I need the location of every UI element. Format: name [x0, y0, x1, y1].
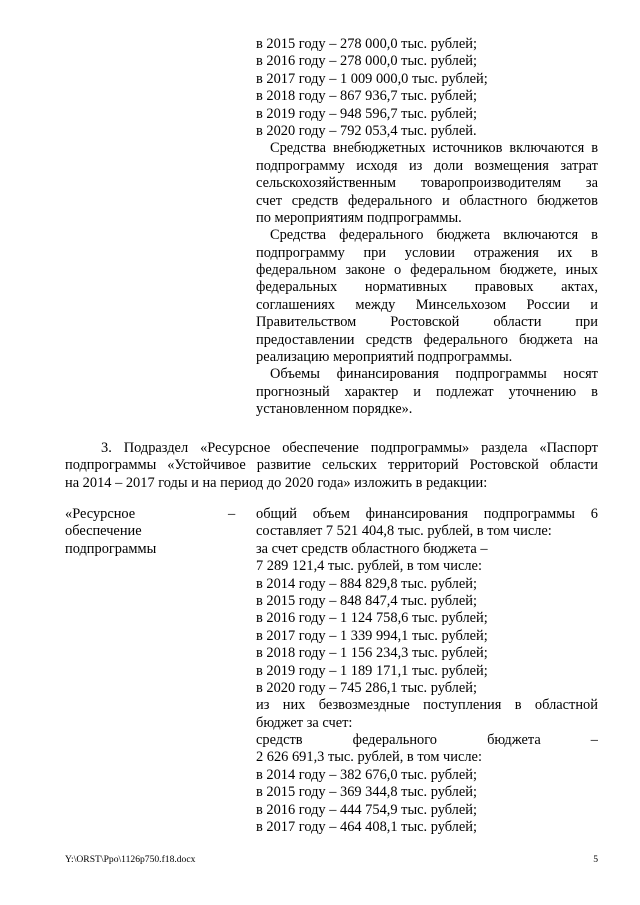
text-line: установленном порядке».: [256, 401, 413, 418]
text-line: [256, 175, 598, 192]
word: Ростовской: [390, 314, 460, 331]
word: нормативных: [364, 279, 448, 296]
word: подпрограммы»: [370, 440, 470, 456]
word: раздела: [481, 440, 528, 456]
word: подпрограммы: [455, 366, 547, 383]
text-line: в 2016 году – 278 000,0 тыс. рублей;: [256, 53, 477, 70]
word: поступления: [423, 697, 502, 714]
text-line: [256, 227, 598, 244]
word: федеральном: [410, 262, 491, 279]
passport-row-label: [65, 506, 225, 558]
text-line: [65, 440, 598, 457]
word: федеральных: [256, 279, 338, 296]
passport-resource-value: [256, 506, 598, 836]
word: включаются: [509, 140, 585, 157]
text-line: в 2014 году – 884 829,8 тыс. рублей;: [256, 575, 477, 592]
word: и: [441, 192, 450, 209]
text-line: [256, 506, 598, 523]
word: обеспечение: [282, 440, 359, 456]
text-line: в 2016 году – 444 754,9 тыс. рублей;: [256, 801, 477, 818]
word: законе: [345, 262, 386, 279]
word: средств: [291, 192, 339, 209]
word: о: [394, 262, 402, 279]
text-line: [256, 279, 598, 296]
word: сельских: [321, 457, 377, 474]
word: при: [363, 244, 387, 261]
text-line: [256, 384, 598, 401]
word: бюджета: [487, 732, 541, 749]
text-line: [65, 457, 598, 474]
word: подлежат: [435, 383, 494, 400]
text-line: в 2020 году – 792 053,4 тыс. рублей.: [256, 122, 477, 139]
text-line: в 2019 году – 1 189 171,1 тыс. рублей;: [256, 662, 488, 679]
word: федеральном: [256, 262, 337, 279]
word: из: [256, 697, 270, 714]
label-line: обеспечение: [65, 523, 142, 540]
text-line: в 2015 году – 369 344,8 тыс. рублей;: [256, 784, 477, 801]
text-line: [256, 332, 598, 349]
text-line: бюджет за счет:: [256, 714, 353, 731]
text-line: 2 626 691,3 тыс. рублей, в том числе:: [256, 749, 482, 766]
text-line: в 2019 году – 948 596,7 тыс. рублей;: [256, 105, 477, 122]
word: характер: [344, 383, 399, 400]
passport-row-dash: –: [228, 506, 236, 522]
word: безвозмездные: [318, 697, 410, 714]
text-line: в 2015 году – 848 847,4 тыс. рублей;: [256, 592, 477, 609]
text-line: в 2018 году – 867 936,7 тыс. рублей;: [256, 88, 477, 105]
funding-continuation-block: [256, 36, 598, 419]
word: федерального: [347, 192, 433, 209]
word: области: [493, 314, 542, 331]
text-line: за счет средств областного бюджета –: [256, 540, 488, 557]
word: в: [591, 227, 598, 244]
word: их: [557, 244, 573, 261]
text-line: [256, 262, 598, 279]
word: России: [526, 296, 570, 313]
text-line: [256, 193, 598, 210]
word: включаются: [503, 227, 579, 244]
word: Средства: [270, 140, 326, 157]
word: областного: [459, 192, 528, 209]
page-number: 5: [593, 854, 598, 865]
word: источников: [432, 140, 503, 157]
word: в: [591, 140, 598, 157]
word: на: [583, 331, 598, 348]
label-line: подпрограммы: [65, 540, 157, 557]
word: уточнению: [508, 383, 577, 400]
word: развитие: [256, 457, 311, 474]
word: областной: [534, 697, 598, 714]
word: федерального: [423, 331, 508, 348]
word: бюджетов: [537, 192, 598, 209]
text-line: составляет 7 521 404,8 тыс. рублей, в том числе:: [256, 523, 552, 540]
text-line: в 2014 году – 382 676,0 тыс. рублей;: [256, 766, 477, 783]
word: Минсельхозом: [415, 296, 507, 313]
word: условии: [404, 244, 455, 261]
word: за: [585, 175, 598, 192]
word: затрат: [560, 157, 598, 174]
word: федерального: [352, 732, 437, 749]
file-path: Y:\ORST\Ppo\1126p750.f18.docx: [65, 854, 196, 865]
word: из: [408, 157, 423, 174]
text-line: реализацию мероприятий подпрограммы.: [256, 349, 513, 366]
word: Подраздел: [123, 440, 189, 456]
word: бюджете,: [499, 262, 557, 279]
text-line: [256, 140, 598, 157]
text-line: в 2017 году – 1 009 000,0 тыс. рублей;: [256, 70, 488, 87]
word: сельскохозяйственным: [256, 175, 396, 192]
word: средств: [256, 732, 303, 749]
text-line: [256, 314, 598, 331]
label-line: «Ресурсное: [65, 506, 136, 522]
word: объем: [312, 506, 350, 522]
word: в: [591, 244, 598, 261]
word: «Паспорт: [539, 440, 598, 456]
word: и: [590, 296, 598, 313]
word: носят: [563, 366, 598, 383]
text-line: в 2016 году – 1 124 758,6 тыс. рублей;: [256, 610, 488, 627]
word: области: [549, 457, 598, 474]
word: средств: [365, 331, 413, 348]
word: в: [591, 383, 598, 400]
text-line: на 2014 – 2017 годы и на период до 2020 года» изложить в редакции:: [65, 474, 488, 491]
word: бюджета: [519, 331, 573, 348]
word: иных: [565, 262, 598, 279]
word: внебюджетных: [332, 140, 426, 157]
word: «Ресурсное: [200, 440, 271, 456]
word: отражения: [473, 244, 539, 261]
word: Средства: [270, 227, 326, 244]
text-line: в 2015 году – 278 000,0 тыс. рублей;: [256, 36, 477, 52]
word: бюджета: [436, 227, 491, 244]
word: –: [590, 732, 598, 749]
word: Правительством: [256, 314, 357, 331]
word: между: [355, 296, 396, 313]
text-line: [256, 158, 598, 175]
text-line: 7 289 121,4 тыс. рублей, в том числе:: [256, 558, 482, 575]
word: исходя: [356, 157, 398, 174]
word: доли: [433, 157, 464, 174]
text-line: в 2018 году – 1 156 234,3 тыс. рублей;: [256, 645, 488, 662]
text-line: в 2017 году – 1 339 994,1 тыс. рублей;: [256, 627, 488, 644]
page-footer: [65, 854, 598, 865]
text-line: [256, 297, 598, 314]
word: территорий: [387, 457, 459, 474]
word: счет: [256, 192, 283, 209]
text-line: [256, 697, 598, 714]
section-3-paragraph: [65, 440, 598, 492]
word: при: [575, 314, 598, 331]
text-line: по мероприятиям подпрограммы.: [256, 209, 462, 226]
word: них: [282, 697, 306, 714]
word: товаропроизводителям: [420, 175, 562, 192]
word: 3.: [101, 440, 112, 456]
word: подпрограммы: [483, 506, 575, 522]
word: предоставлении: [256, 331, 355, 348]
word: федерального: [339, 227, 424, 244]
word: прогнозный: [256, 383, 330, 400]
word: подпрограмму: [256, 244, 345, 261]
word: подпрограмму: [256, 157, 345, 174]
word: возмещения: [474, 157, 549, 174]
word: актах,: [561, 279, 598, 296]
text-line: в 2020 году – 745 286,1 тыс. рублей;: [256, 679, 477, 696]
word: 6: [590, 506, 598, 522]
word: финансирования: [365, 506, 468, 522]
text-line: [256, 366, 598, 383]
word: в: [514, 697, 522, 714]
word: Ростовской: [469, 457, 539, 474]
text-line: в 2017 году – 464 408,1 тыс. рублей;: [256, 819, 477, 836]
text-line: [256, 732, 598, 749]
word: финансирования: [336, 366, 439, 383]
word: Объемы: [270, 366, 320, 383]
word: правовых: [474, 279, 534, 296]
word: общий: [256, 506, 298, 522]
text-line: [256, 245, 598, 262]
word: и: [413, 383, 421, 400]
word: «Устойчивое: [167, 457, 246, 474]
word: соглашениях: [256, 296, 336, 313]
word: подпрограммы: [65, 457, 157, 474]
